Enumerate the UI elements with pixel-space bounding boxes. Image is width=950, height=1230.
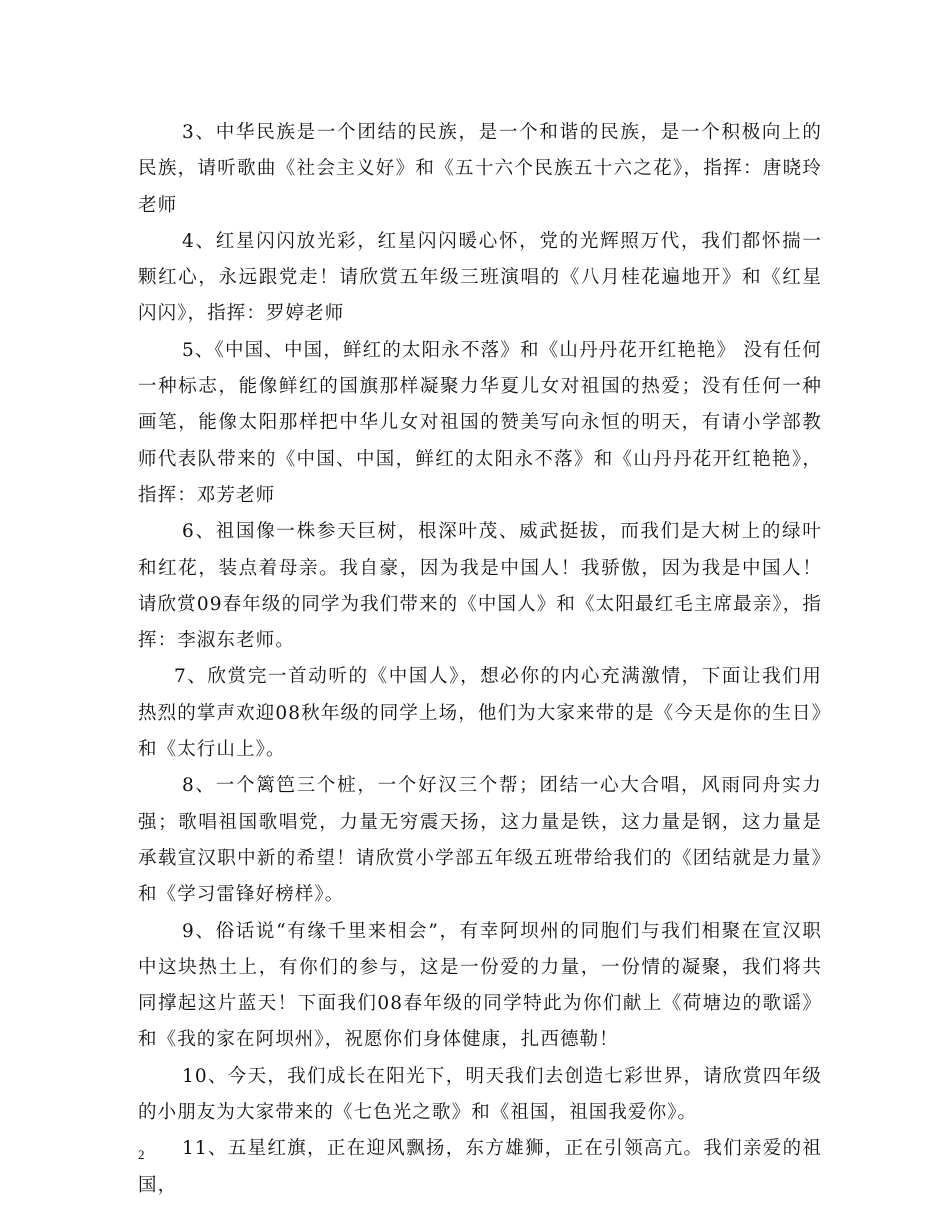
paragraph-7: 7、欣赏完一首动听的《中国人》，想必你的内心充满激情，下面让我们用热烈的掌声欢迎08秋年级的同学上场，他们为大家来带的是《今天是你的生日》和《太行山上》。: [138, 666, 822, 761]
paragraph-11: 11、五星红旗，正在迎风飘扬，东方雄狮，正在引领高亢。我们亲爱的祖国，: [138, 1138, 822, 1196]
document-body: [138, 115, 822, 1204]
paragraph-6: 6、祖国像一株参天巨树，根深叶茂、威武挺拔，而我们是大树上的绿叶和红花，装点着母亲。我自豪，因为我是中国人！我骄傲，因为我是中国人！请欣赏09春年级的同学为我们带来的《中国人》和《太阳最红毛主席最亲》，指挥：李淑东老师。: [138, 521, 822, 652]
paragraph-8: 8、一个篱笆三个桩，一个好汉三个帮；团结一心大合唱，风雨同舟实力强；歌唱祖国歌唱党，力量无穷震天扬，这力量是铁，这力量是钢，这力量是承载宣汉职中新的希望！请欣赏小学部五年级五班带给我们的《团结就是力量》和《学习雷锋好榜样》。: [138, 775, 822, 906]
paragraph-4: 4、红星闪闪放光彩，红星闪闪暖心怀，党的光辉照万代，我们都怀揣一颗红心，永远跟党走！请欣赏五年级三班演唱的《八月桂花遍地开》和《红星闪闪》，指挥：罗婷老师: [138, 230, 822, 325]
page-number: 2: [138, 1147, 145, 1162]
paragraph-10: 10、今天，我们成长在阳光下，明天我们去创造七彩世界，请欣赏四年级的小朋友为大家带来的《七色光之歌》和《祖国，祖国我爱你》。: [138, 1065, 822, 1124]
paragraph-3: 3、中华民族是一个团结的民族，是一个和谐的民族，是一个积极向上的民族，请听歌曲《社会主义好》和《五十六个民族五十六之花》，指挥：唐晓玲老师: [138, 122, 822, 216]
paragraph-9: 9、俗话说“有缘千里来相会”，有幸阿坝州的同胞们与我们相聚在宣汉职中这块热土上，有你们的参与，这是一份爱的力量，一份情的凝聚，我们将共同撑起这片蓝天！下面我们08春年级的同学特此为你们献上《荷塘边的歌谣》和《我的家在阿坝州》，祝愿你们身体健康，扎西德勒！: [138, 920, 822, 1051]
paragraph-5: 5、《中国、中国，鲜红的太阳永不落》和《山丹丹花开红艳艳》 没有任何一种标志，能像鲜红的国旗那样凝聚力华夏儿女对祖国的热爱；没有任何一种画笔，能像太阳那样把中华儿女对祖国的赞美写向永恒的明天，有请小学部教师代表队带来的《中国、中国，鲜红的太阳永不落》和《山丹丹花开红艳艳》，指挥：邓芳老师: [138, 339, 822, 506]
